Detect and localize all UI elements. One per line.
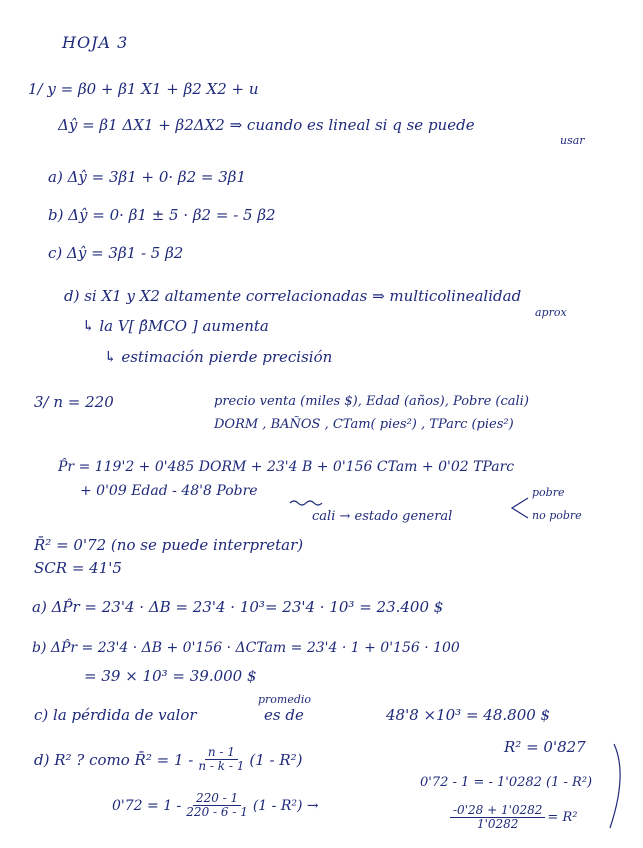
q1-b: b) Δŷ = 0· β1 ± 5 · β2 = - 5 β2 [48,206,276,224]
q3-n: 3/ n = 220 [34,393,114,411]
q3-d-suffix: (1 - R²) [249,750,303,769]
q3-calc-step-2-denominator: 1'0282 [476,817,519,831]
q3-calc-suffix: (1 - R²) → [252,797,319,814]
q3-d-result: R² = 0'827 [504,738,586,756]
q1-a: a) Δŷ = 3β1 + 0· β2 = 3β1 [48,168,246,186]
q1-delta: Δŷ = β1 ΔX1 + β2ΔX2 ⇒ cuando es lineal si q se puede [58,116,475,134]
q3-d-prefix: d) R² ? como R̄² = 1 - [34,750,194,769]
q3-b-2: = 39 × 10³ = 39.000 $ [84,667,257,685]
q3-calc-step-1: 0'72 - 1 = - 1'0282 (1 - R²) [420,775,593,790]
q3-calc-step-2-result: = R² [547,809,578,825]
q3-vars-1: precio venta (miles $), Edad (años), Pobre (cali) [214,394,529,409]
q3-c-value: 48'8 ×10³ = 48.800 $ [386,706,551,724]
q3-b-1: b) ΔP̂r = 23'4 · ΔB + 0'156 · ΔCTam = 23'4 · 1 + 0'156 · 100 [32,640,460,656]
q3-pobre-option-2: no pobre [532,509,582,522]
q1-d2: ↳ la V[ β̂MCO ] aumenta [82,317,269,335]
q1-model: 1/ y = β0 + β1 X1 + β2 X2 + u [28,80,259,98]
q1-delta-note: usar [560,134,585,147]
q1-d1: d) si X1 y X2 altamente correlacionadas ⇒ multicolinealidad [64,287,522,305]
q3-calc-fraction-numerator: 220 - 1 [193,792,241,806]
sheet-title: HOJA 3 [62,33,129,52]
q3-eq-1: P̂r = 119'2 + 0'485 DORM + 23'4 B + 0'156 CTam + 0'02 TParc [58,459,515,475]
q3-eq-2: + 0'09 Edad - 48'8 Pobre [80,483,258,499]
q3-d-fraction-denominator: n - k - 1 [198,759,245,773]
q3-c-note: promedio [258,693,312,706]
q3-vars-2: DORM , BAÑOS , CTam( pies²) , TParc (pies²) [214,417,514,432]
q1-c: c) Δŷ = 3β1 - 5 β2 [48,244,184,262]
q3-a: a) ΔP̂r = 23'4 · ΔB = 23'4 · 10³= 23'4 · 10³ = 23.400 $ [32,598,444,616]
q1-d3: ↳ estimación pierde precisión [104,348,333,366]
q3-r2: R̄² = 0'72 (no se puede interpretar) [34,536,304,554]
pobre-underline-squiggle [290,501,322,505]
q3-calc-fraction-denominator: 220 - 6 - 1 [186,805,248,819]
q3-calc-prefix: 0'72 = 1 - [112,797,182,814]
q3-c-prefix: c) la pérdida de valor [34,706,197,724]
q3-scr: SCR = 41'5 [34,559,122,577]
q1-d1-note: aprox [535,306,567,319]
pobre-branch-lines [512,498,528,518]
result-bracket [610,744,620,828]
q3-c-middle: es de [264,706,304,724]
q3-cali-note: cali → estado general [312,509,453,524]
q3-pobre-option-1: pobre [532,486,565,499]
q3-calc-step-2-numerator: -0'28 + 1'0282 [450,804,545,818]
q3-d-fraction-numerator: n - 1 [205,746,238,760]
